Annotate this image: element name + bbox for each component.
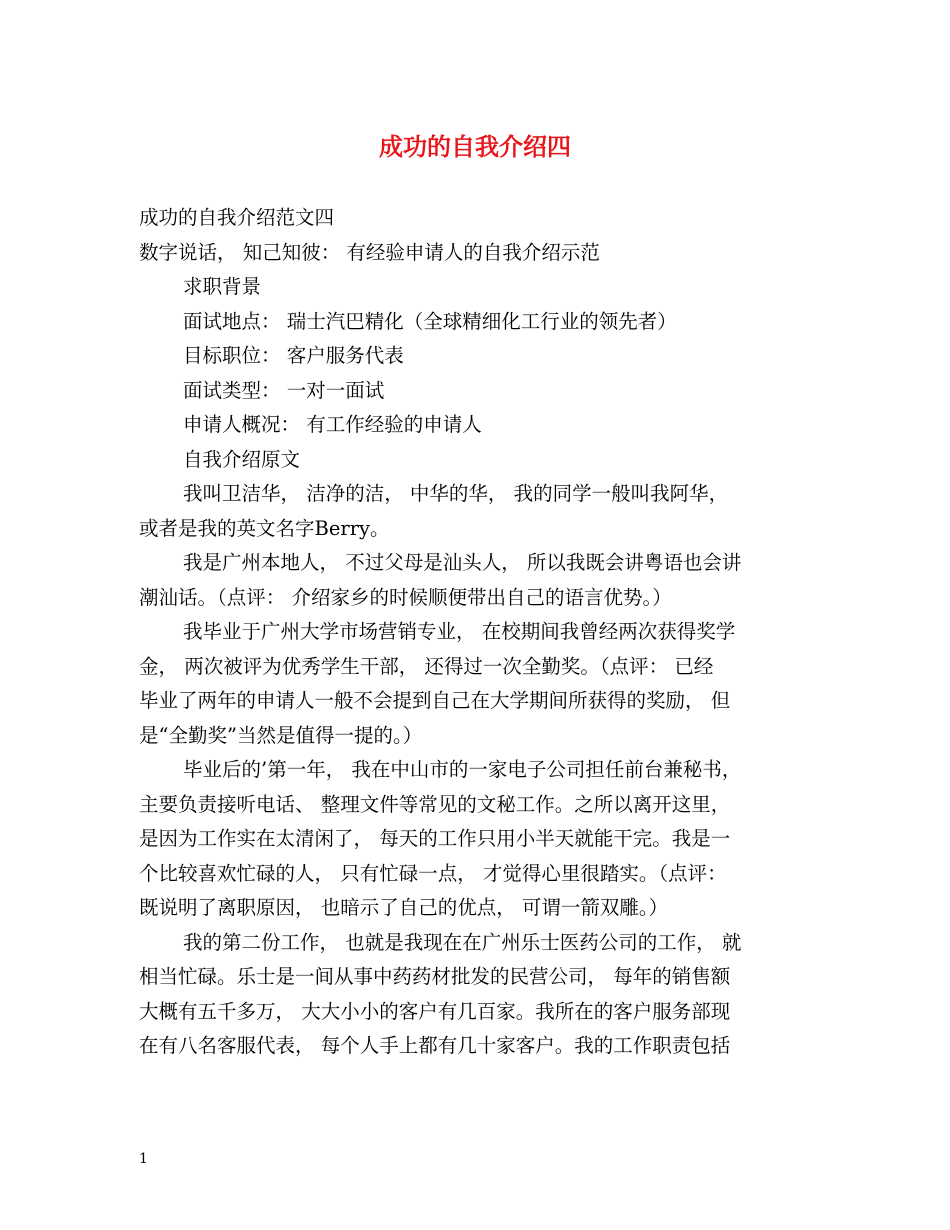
text-line: 我叫卫洁华， 洁净的洁， 中华的华， 我的同学一般叫我阿华， (183, 482, 729, 505)
text-line: 求职背景 (183, 275, 262, 298)
text-line: 数字说话， 知己知彼： 有经验申请人的自我介绍示范 (139, 240, 600, 264)
text-line: 个比较喜欢忙碌的人， 只有忙碌一点， 才觉得心里很踏实。（点评： (139, 861, 727, 885)
text-line: 金， 两次被评为优秀学生干部， 还得过一次全勤奖。（点评： 已经 (139, 654, 714, 678)
text-line: 面试类型： 一对一面试 (183, 378, 385, 402)
text-line: 潮汕话。（点评： 介绍家乡的时候顺便带出自己的语言优势。） (139, 585, 672, 609)
text-line: 主要负责接听电话、 整理文件等常见的文秘工作。之所以离开这里， (139, 792, 731, 816)
text-line: 面试地点： 瑞士汽巴精化（全球精细化工行业的领先者） (183, 309, 677, 333)
page-title: 成功的自我介绍四 (379, 132, 571, 161)
text-line: 是“全勤奖”当然是值得一提的。） (139, 723, 423, 747)
text-line: 既说明了离职原因， 也暗示了自己的优点， 可谓一箭双雕。） (139, 896, 669, 919)
text-line: 大概有五千多万， 大大小小的客户有几百家。我所在的客户服务部现 (139, 999, 731, 1023)
text-line: 我的第二份工作， 也就是我现在在广州乐士医药公司的工作， 就 (183, 930, 742, 954)
text-line: 目标职位： 客户服务代表 (183, 344, 404, 367)
text-line: 我是广州本地人， 不过父母是汕头人， 所以我既会讲粤语也会讲 (183, 551, 742, 574)
text-line: 毕业后的’第一年， 我在中山市的一家电子公司担任前台兼秘书， (183, 758, 742, 781)
text-line: 毕业了两年的申请人一般不会提到自己在大学期间所获得的奖励， 但 (139, 689, 731, 712)
text-line: 是因为工作实在太清闲了， 每天的工作只用小半天就能干完。我是一 (139, 827, 731, 850)
text-line: 在有八名客服代表， 每个人手上都有几十家客户。我的工作职责包括 (139, 1034, 731, 1057)
text-line: 自我介绍原文 (183, 447, 301, 471)
text-line: 申请人概况： 有工作经验的申请人 (183, 413, 482, 436)
text-line: 或者是我的英文名字Berry。 (139, 516, 390, 540)
text-line: 我毕业于广州大学市场营销专业， 在校期间我曾经两次获得奖学 (183, 620, 736, 643)
text-line: 成功的自我介绍范文四 (139, 206, 335, 229)
text-line: 相当忙碌。乐士是一间从事中药药材批发的民营公司， 每年的销售额 (139, 965, 731, 988)
body-text (139, 201, 827, 1064)
page-number: 1 (139, 1151, 148, 1167)
